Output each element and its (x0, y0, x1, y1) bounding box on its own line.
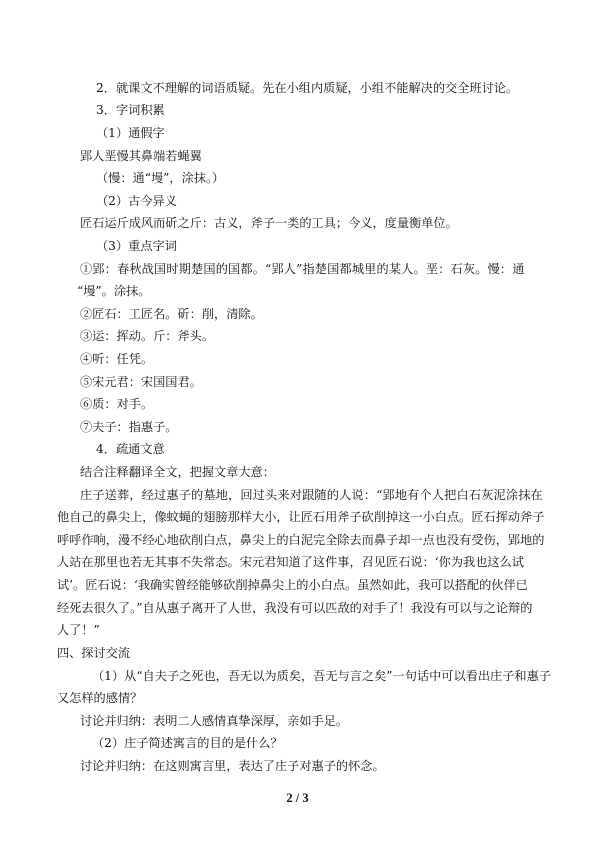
text-line: 又怎样的感情？ (57, 691, 143, 705)
text-line: 郢人垩慢其鼻端若蝇翼 (80, 149, 202, 163)
text-line: 庄子送葬，经过惠子的墓地，回过头来对跟随的人说：“郢地有个人把白石灰泥涂抹在 (80, 488, 543, 502)
text-line: （1）从“自夫子之死也，吾无以为质矣，吾无与言之矣”一句话中可以看出庄子和惠子 (92, 669, 551, 683)
sub-heading: （3）重点字词 (96, 239, 177, 253)
section-heading: 3．字词积累 (96, 103, 165, 117)
text-line: （慢：通“墁”，涂抹。） (96, 171, 225, 185)
text-line: 他自己的鼻尖上，像蚊蝇的翅膀那样大小，让匠石用斧子砍削掉这一小白点。匠石挥动斧子 (57, 510, 545, 524)
list-item: ⑦夫子：指惠子。 (80, 420, 178, 434)
text-line: 2．就课文不理解的词语质疑。先在小组内质疑，小组不能解决的交全班讨论。 (96, 81, 519, 95)
sub-heading: （1）通假字 (96, 126, 165, 140)
section-heading: 四、探讨交流 (57, 646, 131, 660)
page-number: 2 / 3 (286, 791, 309, 805)
text-line: 结合注释翻译全文，把握文章大意： (80, 465, 275, 479)
text-line: （2）庄子简述寓言的目的是什么？ (92, 736, 283, 750)
list-item: ②匠石：工匠名。斫：削，清除。 (80, 307, 263, 321)
text-line: 试’。匠石说：‘我确实曾经能够砍削掉鼻尖上的小白点。虽然如此，我可以搭配的伙伴已 (57, 578, 528, 592)
text-line: 讨论并归纳：表明二人感情真挚深厚，亲如手足。 (80, 714, 349, 728)
list-item: ④听：任凭。 (80, 352, 154, 366)
text-line: 讨论并归纳：在这则寓言里，表达了庄子对惠子的怀念。 (80, 759, 385, 773)
list-item: ③运：挥动。斤：斧头。 (80, 329, 215, 343)
text-line: 人了！” (57, 623, 100, 637)
text-line: “墁”。涂抹。 (77, 284, 151, 298)
text-line: 经死去很久了。”自从惠子离开了人世，我没有可以匹敌的对手了！我没有可以与之论辩的 (57, 601, 533, 615)
list-item: ⑤宋元君：宋国国君。 (80, 375, 202, 389)
text-line: ①郢：春秋战国时期楚国的国都。“郢人”指楚国都城里的某人。垩：石灰。慢：通 (80, 262, 525, 276)
text-line: 匠石运斤成风而斫之斤：古义，斧子一类的工具；今义，度量衡单位。 (80, 216, 458, 230)
text-line: 人站在那里也若无其事不失常态。宋元君知道了这件事，召见匠石说：‘你为我也这么试 (57, 555, 524, 569)
list-item: ⑥质：对手。 (80, 397, 154, 411)
sub-heading: （2）古今异义 (96, 194, 177, 208)
section-heading: 4．疏通文意 (96, 442, 165, 456)
text-line: 呼呼作响，漫不经心地砍削白点，鼻尖上的白泥完全除去而鼻子却一点也没有受伤，郢地的 (57, 533, 545, 547)
